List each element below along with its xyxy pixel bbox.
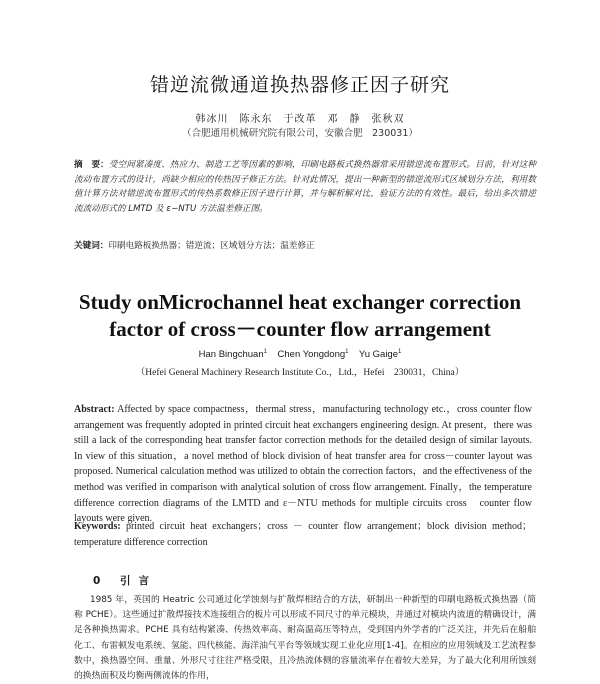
- english-title-line-1: Study onMicrochannel heat exchanger correction: [78, 290, 522, 314]
- chinese-title: 错逆流微通道换热器修正因子研究: [149, 74, 450, 96]
- english-title-line-2: factor of cross－counter flow arrangement: [109, 317, 491, 341]
- chinese-abstract: [74, 158, 536, 216]
- section-heading: [93, 573, 157, 588]
- chinese-keywords-text: 印刷电路板换热器；错逆流；区域划分方法；温差修正: [108, 241, 315, 251]
- chinese-abstract-label: 摘 要：: [74, 160, 109, 170]
- introduction-paragraph: 1985 年，英国的 Heatric 公司通过化学蚀刻与扩散焊相结合的方法，研制出一种新型的印刷电路板式换热器（简称 PCHE）。这些通过扩散焊接技术连接组合的板片可以形成不同尺寸的单元模块，并通过对模块内流道的精确设计，满足各种换热需求。PCHE 具有结构紧凑、传热效率高、耐高温高压等特点，受到国内外学者的广泛关注，并先后在船舶化工、布雷顿发电系统、氢能、四代核能、海洋油气平台等领域实现工业化应用[1-4]。在相应的应用领域及工艺流程参数中，换热器空间、重量、外形尺寸往往严格受限，且冷热流体侧的容量流率存在着较大差异，为了最大化利用所蚀刻的换热面积及均衡两侧流体的作用，: [74, 595, 536, 682]
- chinese-keywords: [74, 239, 536, 251]
- section-title: 引言: [119, 575, 157, 587]
- author-yu-mark: 1: [398, 349, 402, 355]
- english-keywords-text: printed circuit heat exchangers；cross － counter flow arrangement；block division method；temperature difference correction: [74, 521, 533, 548]
- chinese-authors: 韩冰川 陈永东 于改革 邓 静 张秋双: [195, 114, 405, 125]
- english-affiliation: （Hefei General Machinery Research Institute Co.，Ltd.，Hefei 230031，China）: [135, 368, 465, 378]
- chinese-affiliation: （合肥通用机械研究院有限公司，安徽合肥 230031）: [182, 128, 418, 139]
- chinese-abstract-text: 受空间紧凑度、热应力、制造工艺等因素的影响，印刷电路板式换热器常采用错逆流布置形式。目前，针对这种流动布置方式的设计，尚缺少相应的传热因子修正方法。针对此情况，提出一种新型的错逆流形式区域划分方法，利用数值计算方法对错逆流布置形式的传热系数修正因子进行计算，并与解析解对比，验证方法的有效性。最后，给出多次错逆流流动形式的 LMTD 及 ε−NTU 方法温差修正图。: [74, 160, 536, 214]
- english-abstract-text: Affected by space compactness，thermal stress，manufacturing technology etc.，cross counter flow arrangement was frequently adopted in printed circuit heat exchangers engineering design. At present，there was still a lack of the corresponding heat transfer factor correction methods for the detailed design of similar layouts. In view of this situation，a novel method of block division of heat transfer area for cross－counter layout was proposed. Numerical calculation method was utilized to obtain the correction factors，and the effectiveness of the method was verified in comparison with analytical solution of cross flow arrangement. Finally，the temperature difference correction diagrams of the LMTD and ε－NTU methods for multiple circuits cross counter flow layouts were given.: [74, 404, 532, 525]
- english-keywords-label: Keywords:: [74, 521, 121, 532]
- english-abstract-label: Abstract:: [74, 404, 115, 415]
- author-chen: Chen Yongdong: [277, 349, 346, 361]
- chinese-keywords-label: 关键词：: [74, 241, 109, 251]
- english-keywords: [74, 519, 532, 550]
- section-number: 0: [93, 575, 109, 587]
- author-yu: Yu Gaige: [358, 349, 398, 361]
- english-authors: [0, 349, 600, 360]
- english-title: [0, 289, 600, 343]
- author-chen-mark: 1: [345, 349, 349, 355]
- author-han-mark: 1: [263, 349, 267, 355]
- author-han: Han Bingchuan: [198, 349, 264, 361]
- english-abstract: [74, 402, 532, 527]
